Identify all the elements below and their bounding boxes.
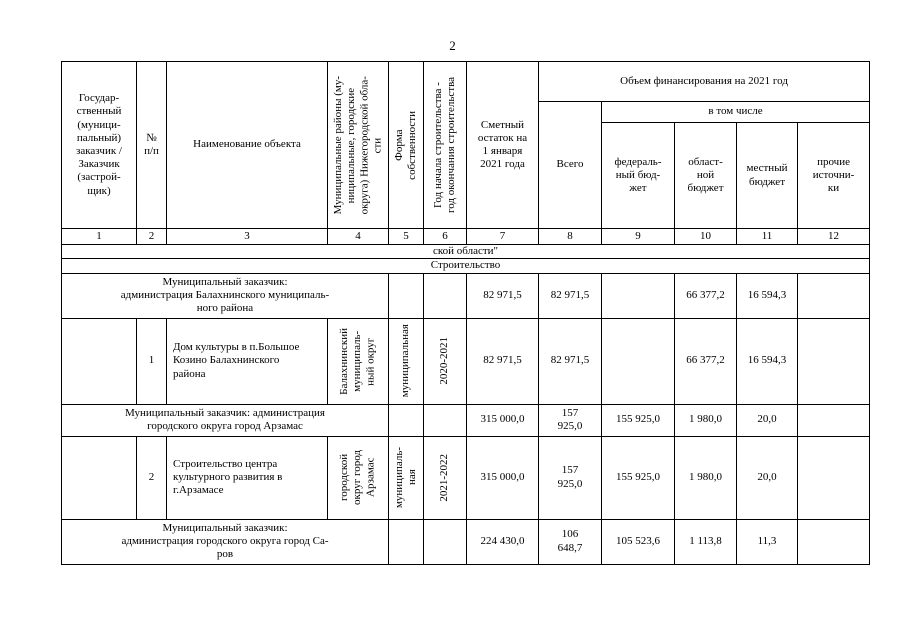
- years-cell: 2020-2021: [424, 318, 467, 404]
- local-cell: 16 594,3: [737, 273, 798, 318]
- other-cell: [798, 519, 870, 564]
- other-cell: [798, 436, 870, 519]
- section-region-row: ской области": [62, 245, 870, 259]
- regional-cell: 1 980,0: [675, 404, 737, 436]
- regional-cell: 66 377,2: [675, 273, 737, 318]
- header-estimate: Сметный остаток на 1 января 2021 года: [467, 62, 539, 229]
- header-financing: Объем финансирования на 2021 год: [539, 62, 870, 102]
- total-cell: 82 971,5: [539, 318, 602, 404]
- header-regional: област- ной бюджет: [675, 123, 737, 229]
- header-including: в том числе: [602, 102, 870, 123]
- other-cell: [798, 318, 870, 404]
- total-cell: 82 971,5: [539, 273, 602, 318]
- object-number-cell: 2: [137, 436, 167, 519]
- local-cell: 16 594,3: [737, 318, 798, 404]
- district-cell: городской округ город Арзамас: [328, 436, 389, 519]
- column-number: 4: [328, 229, 389, 245]
- page-number: 2: [449, 38, 456, 53]
- local-cell: 11,3: [737, 519, 798, 564]
- column-number: 11: [737, 229, 798, 245]
- table-row: [62, 519, 870, 564]
- customer-cell: Муниципальный заказчик: администрация городского округа город Арзамас: [62, 404, 389, 436]
- table-row: [62, 404, 870, 436]
- header-other: прочие источни- ки: [798, 123, 870, 229]
- federal-cell: 155 925,0: [602, 404, 675, 436]
- header-total: Всего: [539, 102, 602, 229]
- years-cell: 2021-2022: [424, 436, 467, 519]
- other-cell: [798, 273, 870, 318]
- estimate-cell: 315 000,0: [467, 436, 539, 519]
- header-num: № п/п: [137, 62, 167, 229]
- financing-table: [61, 61, 870, 565]
- column-number: 12: [798, 229, 870, 245]
- local-cell: 20,0: [737, 436, 798, 519]
- column-number: 7: [467, 229, 539, 245]
- estimate-cell: 82 971,5: [467, 273, 539, 318]
- object-name-cell: Строительство центра культурного развития в г.Арзамасе: [167, 436, 328, 519]
- header-customer: Государ- ственный (муници- пальный) заказчик / Заказчик (застрой- щик): [62, 62, 137, 229]
- regional-cell: 1 113,8: [675, 519, 737, 564]
- regional-cell: 1 980,0: [675, 436, 737, 519]
- header-district: Муниципальные районы (му- ниципальные, городские округа) Нижегородской обла- сти: [328, 62, 389, 229]
- header-object-name: Наименование объекта: [167, 62, 328, 229]
- object-name-cell: Дом культуры в п.Большое Козино Балахнинского района: [167, 318, 328, 404]
- federal-cell: 155 925,0: [602, 436, 675, 519]
- section-construction-row: Строительство: [62, 259, 870, 273]
- header-ownership: Форма собственности: [389, 62, 424, 229]
- column-number: 1: [62, 229, 137, 245]
- table-row: [62, 273, 870, 318]
- local-cell: 20,0: [737, 404, 798, 436]
- ownership-cell: муниципаль- ная: [389, 436, 424, 519]
- table-row: [62, 436, 870, 519]
- header-local: местный бюджет: [737, 123, 798, 229]
- ownership-cell: муниципальная: [389, 318, 424, 404]
- customer-cell: Муниципальный заказчик: администрация Балахнинского муниципаль- ного района: [62, 273, 389, 318]
- total-cell: 106 648,7: [539, 519, 602, 564]
- estimate-cell: 315 000,0: [467, 404, 539, 436]
- federal-cell: [602, 318, 675, 404]
- federal-cell: [602, 273, 675, 318]
- customer-cell: Муниципальный заказчик: администрация городского округа город Са- ров: [62, 519, 389, 564]
- column-number: 3: [167, 229, 328, 245]
- federal-cell: 105 523,6: [602, 519, 675, 564]
- header-federal: федераль- ный бюд- жет: [602, 123, 675, 229]
- table-row: [62, 318, 870, 404]
- other-cell: [798, 404, 870, 436]
- header-years: Год начала строительства - год окончания строительства: [424, 62, 467, 229]
- district-cell: Балахнинский муниципаль- ный округ: [328, 318, 389, 404]
- estimate-cell: 224 430,0: [467, 519, 539, 564]
- column-number: 5: [389, 229, 424, 245]
- column-number: 10: [675, 229, 737, 245]
- total-cell: 157 925,0: [539, 436, 602, 519]
- object-number-cell: 1: [137, 318, 167, 404]
- regional-cell: 66 377,2: [675, 318, 737, 404]
- column-number: 6: [424, 229, 467, 245]
- estimate-cell: 82 971,5: [467, 318, 539, 404]
- column-number: 2: [137, 229, 167, 245]
- column-number-row: [62, 229, 870, 245]
- total-cell: 157 925,0: [539, 404, 602, 436]
- column-number: 9: [602, 229, 675, 245]
- column-number: 8: [539, 229, 602, 245]
